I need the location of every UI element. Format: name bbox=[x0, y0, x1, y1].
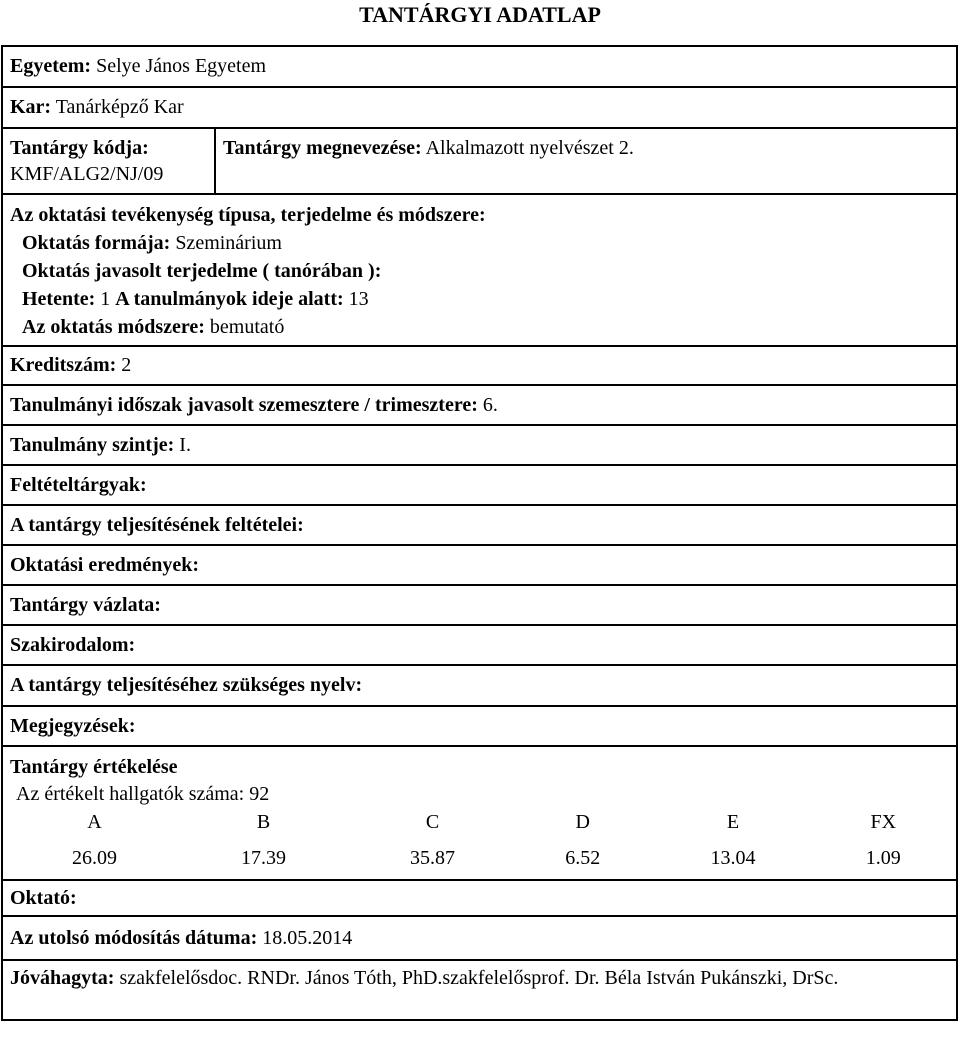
level-value: I. bbox=[179, 433, 191, 456]
grade-label: E bbox=[726, 811, 740, 833]
semester-value: 6. bbox=[482, 393, 498, 416]
semester-label: Tanulmányi időszak javasolt szemesztere / trimesztere: bbox=[10, 393, 478, 416]
last-modified-cell bbox=[2, 916, 957, 960]
literature-cell bbox=[2, 625, 957, 665]
faculty-label: Kar: bbox=[10, 96, 52, 118]
language-label: A tantárgy teljesítéséhez szükséges nyelv: bbox=[10, 674, 363, 696]
lecturer-label: Oktató: bbox=[10, 886, 77, 909]
activity-form-value: Szeminárium bbox=[175, 232, 282, 254]
grade-header-row bbox=[10, 811, 949, 847]
grade-percent: 35.87 bbox=[410, 847, 456, 869]
grade-distribution-table bbox=[10, 811, 949, 879]
outline-label: Tantárgy vázlata: bbox=[10, 593, 161, 616]
faculty-value: Tanárképző Kar bbox=[55, 96, 184, 118]
course-name-value: Alkalmazott nyelvészet 2. bbox=[425, 137, 634, 159]
completion-label: A tantárgy teljesítésének feltételei: bbox=[10, 513, 304, 536]
notes-label: Megjegyzések: bbox=[10, 714, 136, 737]
method-label: Az oktatás módszere: bbox=[22, 316, 205, 338]
evaluation-cell bbox=[2, 746, 957, 880]
course-code-label: Tantárgy kódja: bbox=[10, 137, 149, 159]
activity-form-label: Oktatás formája: bbox=[22, 232, 171, 254]
last-modified-label: Az utolsó módosítás dátuma: bbox=[10, 926, 258, 949]
period-value: 13 bbox=[348, 288, 369, 310]
grade-percent: 6.52 bbox=[565, 847, 601, 869]
grade-label: FX bbox=[870, 811, 897, 833]
course-code-value: KMF/ALG2/NJ/09 bbox=[10, 163, 164, 185]
activity-method-row bbox=[10, 313, 949, 341]
grade-label: B bbox=[256, 811, 271, 833]
grade-label: C bbox=[425, 811, 440, 833]
prerequisites-cell bbox=[2, 465, 957, 505]
credits-label: Kreditszám: bbox=[10, 354, 117, 376]
grade-percent: 17.39 bbox=[241, 847, 287, 869]
level-label: Tanulmány szintje: bbox=[10, 433, 175, 456]
evaluated-count-label: Az értékelt hallgatók száma: bbox=[16, 783, 245, 805]
grade-percent: 26.09 bbox=[72, 847, 117, 869]
outcomes-label: Oktatási eredmények: bbox=[10, 553, 200, 576]
grade-percent: 1.09 bbox=[865, 847, 901, 869]
weekly-value: 1 bbox=[100, 288, 111, 310]
document-title: TANTÁRGYI ADATLAP bbox=[359, 2, 601, 27]
lecturer-cell bbox=[2, 880, 957, 916]
grade-percent: 13.04 bbox=[710, 847, 756, 869]
grade-label: A bbox=[87, 811, 102, 833]
course-name-label: Tantárgy megnevezése: bbox=[223, 137, 422, 159]
activity-scope-label: Oktatás javasolt terjedelme ( tanórában ): bbox=[22, 260, 382, 282]
course-code-cell bbox=[2, 128, 215, 194]
university-value: Selye János Egyetem bbox=[96, 55, 267, 77]
activity-form-row bbox=[10, 229, 949, 257]
evaluation-heading: Tantárgy értékelése bbox=[10, 756, 178, 778]
evaluated-count-row bbox=[10, 781, 949, 807]
course-sheet-table bbox=[1, 45, 958, 1021]
approved-value: szakfelelősdoc. RNDr. János Tóth, PhD.szakfelelősprof. Dr. Béla István Pukánszki, DrSc. bbox=[119, 967, 839, 989]
university-label: Egyetem: bbox=[10, 55, 92, 77]
approved-cell bbox=[2, 960, 957, 1020]
activity-cell bbox=[2, 194, 957, 346]
faculty-cell bbox=[2, 87, 957, 128]
activity-hours-row bbox=[10, 285, 949, 313]
credits-value: 2 bbox=[121, 354, 132, 376]
literature-label: Szakirodalom: bbox=[10, 633, 136, 656]
period-label: A tanulmányok ideje alatt: bbox=[115, 288, 344, 310]
outcomes-cell bbox=[2, 545, 957, 585]
method-value: bemutató bbox=[209, 316, 285, 338]
evaluated-count-value: 92 bbox=[249, 783, 270, 805]
credits-cell bbox=[2, 346, 957, 385]
prerequisites-label: Feltételtárgyak: bbox=[10, 473, 147, 496]
last-modified-value: 18.05.2014 bbox=[262, 926, 353, 949]
outline-cell bbox=[2, 585, 957, 625]
grade-percent-row bbox=[10, 847, 949, 879]
language-cell bbox=[2, 665, 957, 706]
semester-cell bbox=[2, 385, 957, 425]
notes-cell bbox=[2, 706, 957, 746]
completion-cell bbox=[2, 505, 957, 545]
university-cell bbox=[2, 46, 957, 87]
activity-heading: Az oktatási tevékenység típusa, terjedelme és módszere: bbox=[10, 204, 486, 226]
weekly-label: Hetente: bbox=[22, 288, 96, 310]
level-cell bbox=[2, 425, 957, 465]
grade-label: D bbox=[575, 811, 590, 833]
approved-label: Jóváhagyta: bbox=[10, 967, 115, 989]
course-name-cell bbox=[215, 128, 957, 194]
